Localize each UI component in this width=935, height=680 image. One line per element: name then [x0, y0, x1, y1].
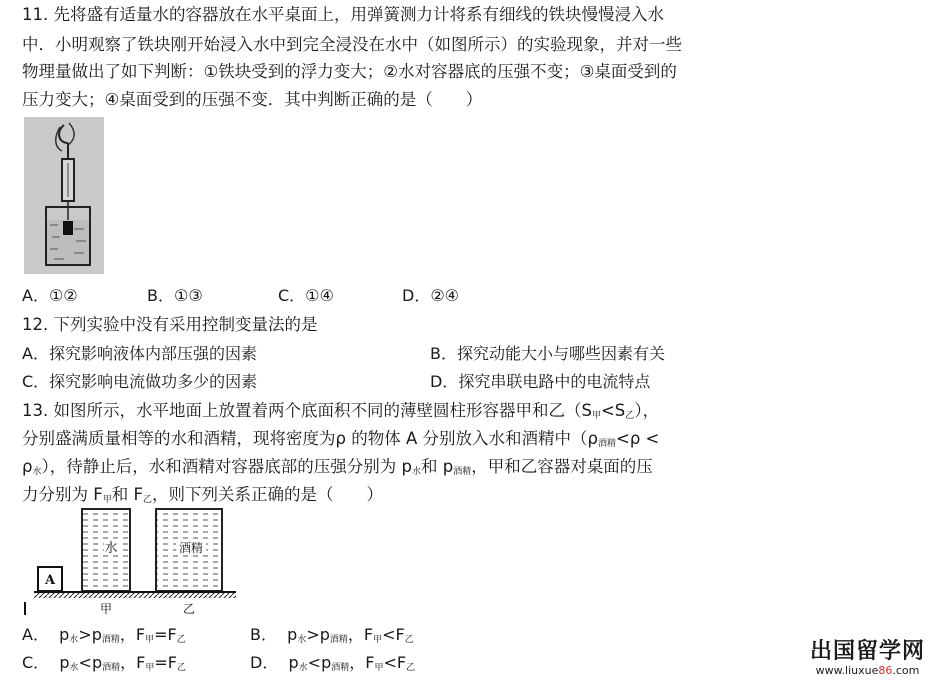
q12-option-c[interactable]: C．探究影响电流做功多少的因素 — [22, 372, 258, 391]
option-letter: B． — [250, 625, 277, 644]
sub-alcohol: 酒精 — [329, 635, 348, 645]
sub-jia: 甲 — [145, 635, 155, 645]
pressure-relation: <p — [78, 653, 103, 672]
sub-yi: 乙 — [176, 663, 186, 673]
force-relation: =F — [154, 653, 177, 672]
q11-option-d[interactable]: D．②④ — [402, 286, 460, 305]
option-letter: D． — [250, 653, 279, 672]
q13-l3-text-b: ），待静止后，水和酒精对容器底部的压强分别为 p — [41, 457, 412, 476]
sub-alcohol: 酒精 — [102, 663, 121, 673]
sub-alcohol: 酒精 — [101, 635, 120, 645]
sub-yi: 乙 — [404, 635, 414, 645]
pressure-relation: >p — [78, 625, 102, 644]
option-letter: A． — [22, 625, 49, 644]
q11-stem-line-2: 中．小明观察了铁块刚开始浸入水中到完全浸没在水中（如图所示）的实验现象，并对一些 — [22, 35, 682, 54]
q11-stem-line-3: 物理量做出了如下判断：①铁块受到的浮力变大；②水对容器底的压强不变；③桌面受到的 — [22, 62, 677, 81]
q11-stem-line-4: 压力变大；④桌面受到的压强不变．其中判断正确的是（ ） — [22, 90, 483, 109]
q13-l1-sub-yi: 乙 — [625, 411, 635, 421]
site-watermark — [810, 641, 925, 676]
jia-label: 甲 — [99, 602, 113, 616]
force-relation: =F — [154, 625, 177, 644]
q13-stem-line-2 — [22, 428, 659, 455]
q13-l2-text-b: <ρ < — [616, 429, 660, 448]
url-number: 86 — [878, 664, 893, 677]
q13-l4-sub-yi: 乙 — [143, 495, 153, 505]
q13-l3-text-c: 和 p — [420, 457, 454, 476]
q13-l2-sub-alcohol: 酒精 — [597, 439, 616, 449]
url-left: www.liuxue — [815, 664, 879, 677]
q13-l1-text: 13. 如图所示，水平地面上放置着两个底面积不同的薄壁圆柱形容器甲和乙（S — [22, 401, 592, 420]
q13-l1-sub-jia: 甲 — [591, 411, 601, 421]
q13-option-c[interactable]: C． $p_水<p_{酒精}$，$F_甲=F_乙$ — [22, 653, 186, 673]
q12-option-b[interactable]: B．探究动能大小与哪些因素有关 — [430, 344, 665, 363]
sub-water: 水 — [69, 663, 79, 673]
url-right: .com — [892, 664, 920, 677]
q13-l3-text-d: ，甲和乙容器对桌面的压 — [471, 457, 653, 476]
q13-l3-sub-water-2: 水 — [411, 467, 421, 477]
sub-jia: 甲 — [373, 635, 383, 645]
q12-stem: 12. 下列实验中没有采用控制变量法的是 — [22, 315, 318, 334]
spring-balance-illustration — [24, 117, 104, 274]
sub-jia: 甲 — [145, 663, 155, 673]
water-label: 水 — [104, 541, 118, 556]
watermark-site-name: 出国留学网 — [809, 639, 925, 664]
q13-l4-text-b: 和 F — [111, 485, 144, 504]
block-a-label: A — [44, 573, 56, 588]
q13-l1-mid: <S — [600, 401, 626, 420]
alcohol-label: 酒精 — [178, 541, 204, 555]
option-letter: C． — [22, 653, 50, 672]
pressure-relation: >p — [306, 625, 330, 644]
q13-option-d[interactable]: D． $p_水<p_{酒精}$，$F_甲<F_乙$ — [250, 653, 416, 673]
yi-label: 乙 — [182, 602, 196, 616]
sub-water: 水 — [69, 635, 79, 645]
force-relation: <F — [383, 653, 407, 672]
q13-stem-line-1 — [22, 400, 659, 427]
q11-option-b[interactable]: B．①③ — [147, 286, 203, 305]
sub-yi: 乙 — [176, 635, 186, 645]
q12-option-d[interactable]: D．探究串联电路中的电流特点 — [430, 372, 651, 391]
q13-l2-text-a: 分别盛满质量相等的水和酒精，现将密度为ρ 的物体 A 分别放入水和酒精中（ρ — [22, 429, 598, 448]
sub-water: 水 — [297, 635, 307, 645]
watermark-url — [810, 665, 925, 676]
sub-alcohol: 酒精 — [331, 663, 350, 673]
q13-l3-sub-water: 水 — [32, 467, 42, 477]
q13-l4-text-a: 力分别为 F — [22, 485, 103, 504]
q11-stem-line-1: 11. 先将盛有适量水的容器放在水平桌面上，用弹簧测力计将系有细线的铁块慢慢浸入水 — [22, 5, 664, 24]
q13-l4-sub-jia: 甲 — [102, 495, 112, 505]
pressure-relation: <p — [307, 653, 332, 672]
ground-hatch — [34, 593, 236, 598]
q13-stem-line-3 — [22, 456, 653, 483]
q13-l4-text-c: ，则下列关系正确的是（ ） — [152, 485, 384, 504]
q12-option-a[interactable]: A．探究影响液体内部压强的因素 — [22, 344, 257, 363]
q13-figure — [22, 505, 242, 620]
q13-option-a[interactable]: A． $p_水>p_{酒精}$，$F_甲=F_乙$ — [22, 625, 186, 645]
q11-experiment-photo — [24, 117, 104, 274]
q13-l1-end: ）， — [634, 401, 660, 420]
q13-option-b[interactable]: B． $p_水>p_{酒精}$，$F_甲<F_乙$ — [250, 625, 414, 645]
q11-option-c[interactable]: C．①④ — [278, 286, 334, 305]
sub-water: 水 — [298, 663, 308, 673]
sub-yi: 乙 — [406, 663, 416, 673]
q13-l3-sub-alcohol: 酒精 — [453, 467, 472, 477]
q11-option-a[interactable]: A．①② — [22, 286, 78, 305]
sub-jia: 甲 — [374, 663, 384, 673]
force-relation: <F — [382, 625, 405, 644]
q13-l3-text-a: ρ — [22, 457, 33, 476]
